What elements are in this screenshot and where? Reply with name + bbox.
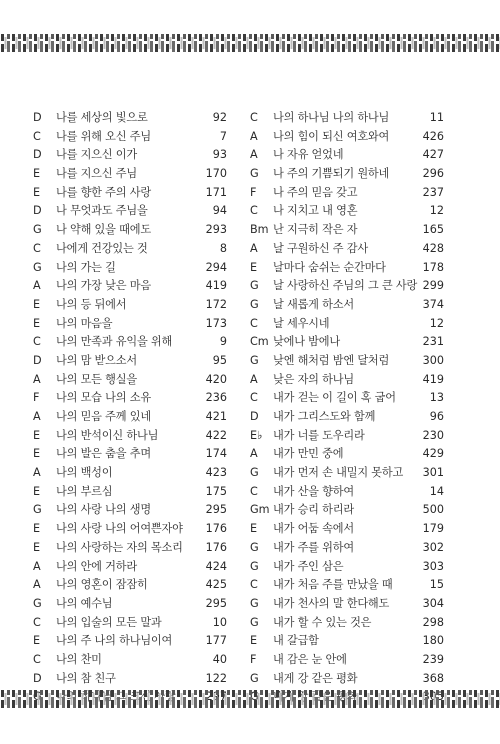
index-entry [250,576,444,595]
entry-key: C [33,129,41,143]
entry-key: D [33,353,42,367]
entry-number: 177 [205,634,227,648]
entry-number: 95 [212,353,227,367]
entry-title: 나의 모든 행실을 [56,372,137,386]
entry-number: 9 [219,335,227,349]
entry-key: D [33,204,42,218]
entry-key: G [250,540,259,554]
border-pattern-top [0,32,500,54]
index-entry [33,128,227,147]
index-entry [33,632,227,651]
entry-number: 293 [205,223,227,237]
entry-title: 내게 강 같은 평화 [273,671,358,685]
entry-title: 내가 천사의 말 한다해도 [273,596,390,610]
entry-title: 나의 사랑하는 자의 목소리 [56,540,183,554]
entry-number: 500 [422,503,444,517]
index-entry [33,277,227,296]
entry-key: F [250,185,257,199]
entry-title: 내가 주를 위하여 [273,540,354,554]
entry-title: 나 주의 믿음 갖고 [273,185,358,199]
index-entry [33,146,227,165]
entry-number: 428 [422,241,444,255]
entry-title: 나의 영혼이 잠잠히 [56,578,148,592]
entry-key: E [33,428,41,442]
entry-number: 7 [219,129,227,143]
entry-key: C [33,652,41,666]
entry-key: Bm [250,223,269,237]
entry-key: G [250,615,259,629]
index-entry [250,333,444,352]
entry-title: 나의 예수님 [56,596,113,610]
entry-title: 나의 마음을 [56,316,113,330]
index-entry [250,352,444,371]
entry-key: D [33,148,42,162]
entry-title: 날 사랑하신 주님의 그 큰 사랑 [273,279,418,293]
entry-title: 나의 발은 춤을 추며 [56,447,151,461]
index-entry [33,202,227,221]
entry-key: A [33,279,41,293]
entry-key: E [33,185,41,199]
entry-title: 나를 향한 주의 사랑 [56,185,151,199]
entry-number: 427 [422,148,444,162]
entry-key: G [33,260,42,274]
entry-title: 나의 안에 거하라 [56,559,137,573]
entry-key: E [33,297,41,311]
index-entry [250,427,444,446]
index-entry [250,128,444,147]
border-pattern-bottom [0,688,500,710]
entry-number: 165 [422,223,444,237]
entry-key: Gm [250,503,270,517]
index-entry [250,221,444,240]
entry-title: 내 감은 눈 안에 [273,652,347,666]
index-entry [33,595,227,614]
entry-number: 176 [205,540,227,554]
index-entry [33,352,227,371]
index-entry [33,520,227,539]
index-entry [33,614,227,633]
entry-title: 나의 반석이신 하나님 [56,428,159,442]
entry-key: E [250,634,258,648]
entry-number: 179 [422,522,444,536]
entry-number: 14 [429,484,444,498]
index-entry [250,501,444,520]
entry-number: 239 [422,652,444,666]
entry-number: 236 [205,391,227,405]
index-entry [33,296,227,315]
entry-number: 93 [212,148,227,162]
entry-key: E [33,447,41,461]
entry-number: 12 [429,316,444,330]
index-entry [33,539,227,558]
entry-number: 424 [205,559,227,573]
entry-title: 나를 위해 오신 주님 [56,129,151,143]
entry-key: D [33,111,42,124]
entry-key: G [33,596,42,610]
index-entry [250,595,444,614]
entry-number: 420 [205,372,227,386]
entry-key: A [250,241,258,255]
entry-number: 295 [205,596,227,610]
index-entry [33,445,227,464]
entry-title: 나 약해 있을 때에도 [56,223,151,237]
entry-key: G [250,279,259,293]
index-entry [250,558,444,577]
index-entry [33,427,227,446]
entry-key: G [250,353,259,367]
entry-key: G [250,671,259,685]
index-entry [33,315,227,334]
entry-number: 176 [205,522,227,536]
index-entry [33,371,227,390]
index-entry [33,483,227,502]
entry-title: 나의 가는 길 [56,260,116,274]
entry-number: 303 [422,559,444,573]
index-entry [33,670,227,689]
entry-key: A [33,559,41,573]
entry-number: 230 [422,428,444,442]
entry-number: 13 [429,391,444,405]
index-entry [33,576,227,595]
entry-number: 92 [212,111,227,124]
entry-key: Cm [250,335,269,349]
entry-title: 내가 어둠 속에서 [273,522,354,536]
entry-key: E [250,522,258,536]
entry-number: 170 [205,167,227,181]
entry-key: C [250,204,258,218]
index-entry [250,445,444,464]
index-entry [250,614,444,633]
entry-title: 내가 처음 주를 만났을 때 [273,578,393,592]
index-entry [250,651,444,670]
entry-number: 8 [219,241,227,255]
entry-title: 낮엔 해처럼 밤엔 달처럼 [273,353,390,367]
index-entry [250,146,444,165]
entry-number: 231 [422,335,444,349]
index-entry [33,651,227,670]
entry-number: 172 [205,297,227,311]
index-entry [33,501,227,520]
entry-key: C [250,111,258,124]
entry-key: A [33,410,41,423]
entry-title: 나의 찬미 [56,652,102,666]
entry-title: 나의 믿음 주께 있네 [56,410,151,423]
entry-number: 40 [212,652,227,666]
index-entry [33,389,227,408]
entry-key: G [250,596,259,610]
entry-title: 날 새롭게 하소서 [273,297,354,311]
index-entry [33,184,227,203]
entry-title: 내 갈급함 [273,634,319,648]
entry-number: 178 [422,260,444,274]
entry-key: C [250,484,258,498]
entry-key: F [250,652,257,666]
index-entry [250,184,444,203]
entry-key: E [33,484,41,498]
entry-key: C [250,316,258,330]
entry-title: 내가 만민 중에 [273,447,344,461]
entry-number: 299 [422,279,444,293]
entry-title: 내가 주인 삼은 [273,559,344,573]
entry-number: 422 [205,428,227,442]
entry-number: 298 [422,615,444,629]
entry-title: 나의 힘이 되신 여호와여 [273,129,390,143]
entry-title: 나의 등 뒤에서 [56,297,127,311]
entry-number: 122 [205,671,227,685]
index-entry [33,259,227,278]
index-entry [250,259,444,278]
entry-title: 나 자유 얻었네 [273,148,344,162]
entry-title: 나를 지으신 주님 [56,167,137,181]
entry-title: 날 구원하신 주 감사 [273,241,368,255]
entry-number: 421 [205,410,227,423]
entry-title: 나의 사랑 나의 어여쁜자야 [56,522,183,536]
index-entry [33,333,227,352]
index-entry [250,632,444,651]
entry-key: A [250,372,258,386]
entry-number: 12 [429,204,444,218]
entry-title: 나의 가장 낮은 마음 [56,279,151,293]
entry-key: D [250,410,259,423]
entry-title: 나 무엇과도 주님을 [56,204,148,218]
index-entry [250,670,444,689]
entry-title: 내가 승리 하리라 [273,503,354,517]
entry-key: C [250,578,258,592]
index-entry [250,277,444,296]
entry-title: 날마다 숨쉬는 순간마다 [273,260,386,274]
index-entry [33,408,227,427]
entry-key: C [33,615,41,629]
entry-number: 374 [422,297,444,311]
index-entry [250,371,444,390]
entry-title: 나의 주 나의 하나님이여 [56,634,173,648]
entry-number: 423 [205,466,227,480]
index-entry [250,165,444,184]
entry-key: E♭ [250,428,263,442]
entry-key: A [250,148,258,162]
entry-title: 나의 맘 받으소서 [56,353,137,367]
entry-title: 나 주의 기쁨되기 원하네 [273,167,390,181]
entry-title: 나를 지으신 이가 [56,148,137,162]
index-entry [33,109,227,128]
entry-number: 368 [422,671,444,685]
entry-title: 내가 산을 향하여 [273,484,354,498]
entry-number: 175 [205,484,227,498]
entry-number: 96 [429,410,444,423]
entry-key: G [250,559,259,573]
index-entry [250,389,444,408]
index-entry [250,109,444,128]
entry-key: A [250,447,258,461]
entry-title: 나의 입술의 모든 말과 [56,615,162,629]
entry-title: 나 지치고 내 영혼 [273,204,358,218]
index-entry [250,240,444,259]
index-column-left [33,109,227,707]
entry-number: 295 [205,503,227,517]
entry-title: 나의 백성이 [56,466,113,480]
entry-key: A [33,372,41,386]
entry-number: 15 [429,578,444,592]
entry-number: 425 [205,578,227,592]
entry-title: 나의 참 친구 [56,671,116,685]
entry-title: 날 세우시네 [273,316,330,330]
entry-title: 나의 만족과 유익을 위해 [56,335,173,349]
entry-number: 10 [212,615,227,629]
entry-number: 419 [422,372,444,386]
entry-number: 171 [205,185,227,199]
entry-title: 낮은 자의 하나님 [273,372,354,386]
entry-number: 296 [422,167,444,181]
index-entry [250,539,444,558]
decorative-border-bottom [0,688,500,710]
index-entry [33,221,227,240]
index-entry [33,464,227,483]
entry-number: 302 [422,540,444,554]
entry-title: 나에게 건강있는 것 [56,241,148,255]
entry-number: 174 [205,447,227,461]
index-entry [250,408,444,427]
entry-key: C [250,391,258,405]
index-entry [33,558,227,577]
entry-key: E [33,167,41,181]
entry-key: D [33,671,42,685]
entry-key: F [33,391,40,405]
entry-title: 나를 세상의 빛으로 [56,111,148,124]
index-entry [250,202,444,221]
entry-title: 내가 걷는 이 길이 혹 굽어 [273,391,396,405]
entry-key: C [33,241,41,255]
entry-number: 419 [205,279,227,293]
entry-number: 300 [422,353,444,367]
entry-key: E [33,522,41,536]
index-column-right [250,109,444,707]
entry-title: 난 지극히 작은 자 [273,223,358,237]
entry-number: 237 [422,185,444,199]
entry-number: 173 [205,316,227,330]
entry-key: A [250,129,258,143]
entry-number: 11 [429,111,444,124]
entry-number: 426 [422,129,444,143]
entry-number: 94 [212,204,227,218]
index-entry [250,315,444,334]
index-entry [250,464,444,483]
entry-title: 나의 모습 나의 소유 [56,391,151,405]
index-entry [250,483,444,502]
index-entry [250,296,444,315]
entry-title: 낮에나 밤에나 [273,335,340,349]
entry-title: 나의 사랑 나의 생명 [56,503,151,517]
entry-key: G [250,466,259,480]
entry-key: A [33,466,41,480]
index-entry [33,240,227,259]
entry-key: E [33,540,41,554]
entry-title: 내가 그리스도와 함께 [273,410,376,423]
entry-key: E [33,316,41,330]
entry-title: 나의 부르심 [56,484,113,498]
entry-key: C [33,335,41,349]
index-entry [250,520,444,539]
entry-number: 180 [422,634,444,648]
entry-title: 나의 하나님 나의 하나님 [273,111,390,124]
decorative-border-top [0,32,500,54]
entry-number: 304 [422,596,444,610]
entry-title: 내가 너를 도우리라 [273,428,365,442]
entry-number: 301 [422,466,444,480]
entry-title: 내가 먼저 손 내밀지 못하고 [273,466,404,480]
entry-key: G [250,167,259,181]
entry-key: G [250,297,259,311]
entry-number: 429 [422,447,444,461]
index-entry [33,165,227,184]
entry-key: E [33,634,41,648]
entry-number: 294 [205,260,227,274]
entry-key: G [33,223,42,237]
entry-title: 내가 할 수 있는 것은 [273,615,372,629]
entry-key: A [33,578,41,592]
entry-key: E [250,260,258,274]
entry-key: G [33,503,42,517]
